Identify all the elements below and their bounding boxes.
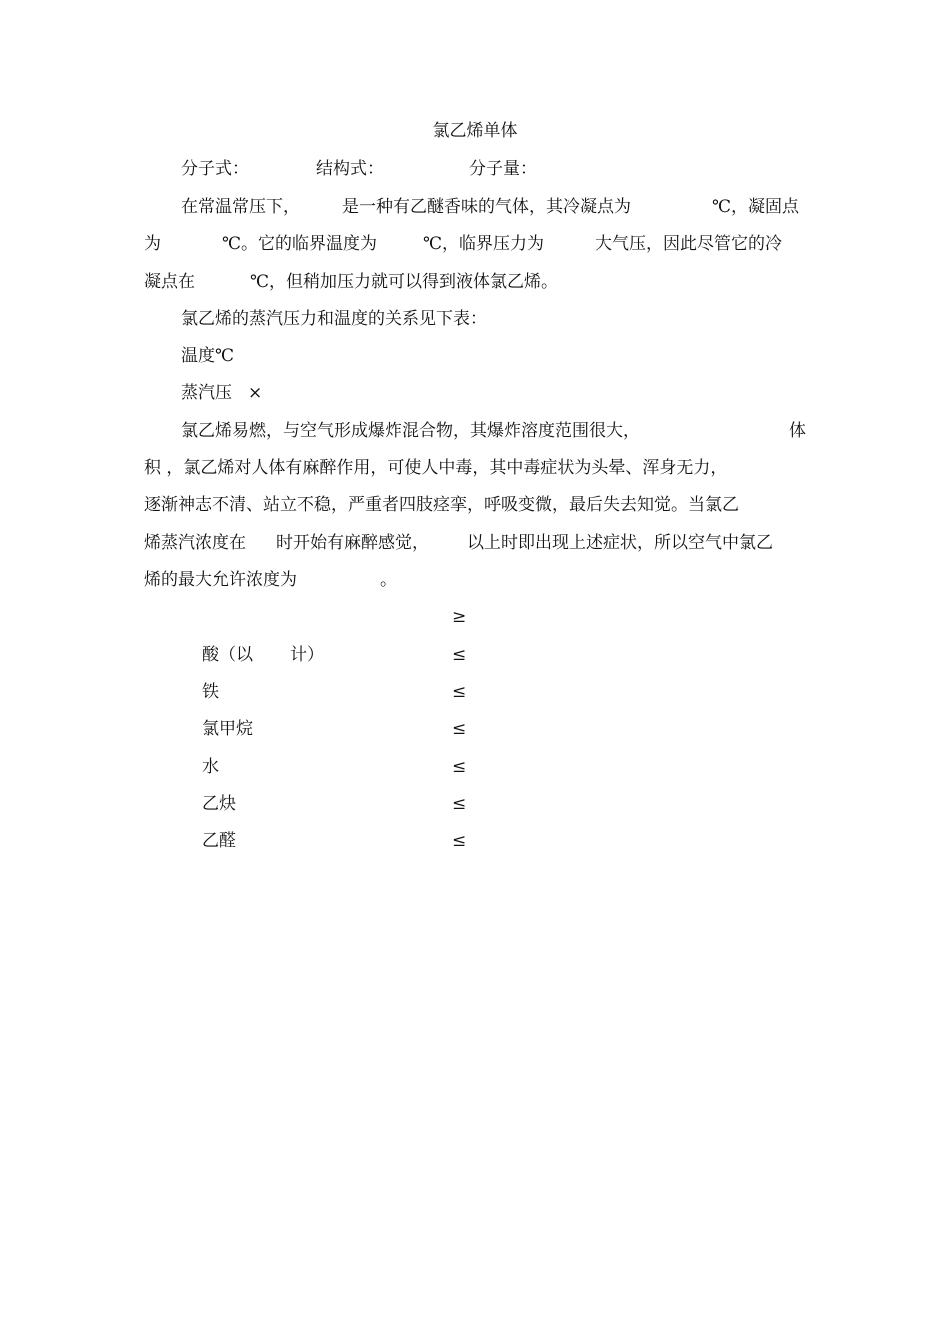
paragraph1-line2-b: ℃。它的临界温度为 — [222, 234, 378, 254]
paragraph3-line5-a: 烯的最大允许浓度为 — [144, 570, 297, 590]
paragraph3-line1-b: 体 — [789, 421, 806, 441]
paragraph3-line1-a: 氯乙烯易燃，与空气形成爆炸混合物，其爆炸溶度范围很大， — [181, 421, 640, 441]
spec-header-symbol: ≥ — [452, 607, 467, 627]
molecular-formula-label: 分子式： — [181, 159, 249, 179]
structural-formula-label: 结构式： — [316, 159, 384, 179]
spec-row-water-symbol: ≤ — [452, 757, 467, 777]
paragraph3-line4-c: 以上时即出现上述症状，所以空气中氯乙 — [467, 533, 773, 553]
spec-row-acid-symbol: ≤ — [452, 645, 467, 665]
vapor-pressure-label: 蒸汽压 — [181, 383, 232, 403]
vapor-pressure-unit: × — [248, 383, 263, 403]
paragraph1-line2-c: ℃，临界压力为 — [423, 234, 545, 254]
paragraph1-line3-b: ℃，但稍加压力就可以得到液体氯乙烯。 — [250, 272, 559, 292]
paragraph3-line4-b: 时开始有麻醉感觉， — [276, 533, 429, 553]
paragraph1-line1-a: 在常温常压下， — [181, 197, 300, 217]
spec-row-acetaldehyde-symbol: ≤ — [452, 831, 467, 851]
paragraph1-line1-b: 是一种有乙醚香味的气体，其冷凝点为 — [342, 197, 631, 217]
spec-row-iron-symbol: ≤ — [452, 682, 467, 702]
spec-row-acid-suffix: 计） — [290, 645, 324, 665]
spec-row-iron-name: 铁 — [202, 682, 219, 702]
paragraph1-line2-a: 为 — [144, 234, 161, 254]
paragraph2: 氯乙烯的蒸汽压力和温度的关系见下表： — [181, 309, 487, 329]
paragraph1-line2-d: 大气压，因此尽管它的冷 — [595, 234, 782, 254]
paragraph3-line2: 积 ，氯乙烯对人体有麻醉作用，可使人中毒，其中毒症状为头晕、浑身无力， — [144, 458, 728, 478]
vapor-temperature-label: 温度℃ — [181, 346, 235, 366]
paragraph1-line3-a: 凝点在 — [144, 272, 195, 292]
paragraph3-line3: 逐渐神志不清、站立不稳，严重者四肢痉挛，呼吸变微，最后失去知觉。当氯乙 — [144, 495, 739, 515]
paragraph3-line5-b: 。 — [380, 570, 397, 590]
molecular-weight-label: 分子量： — [469, 159, 537, 179]
spec-row-chloromethane-name: 氯甲烷 — [202, 719, 253, 739]
spec-row-acetylene-name: 乙炔 — [202, 794, 236, 814]
paragraph1-line1-c: ℃，凝固点 — [712, 197, 800, 217]
spec-row-water-name: 水 — [202, 757, 219, 777]
spec-row-acetylene-symbol: ≤ — [452, 794, 467, 814]
spec-row-acetaldehyde-name: 乙醛 — [202, 831, 236, 851]
paragraph3-line4-a: 烯蒸汽浓度在 — [144, 533, 246, 553]
spec-row-chloromethane-symbol: ≤ — [452, 719, 467, 739]
page-title: 氯乙烯单体 — [432, 121, 518, 141]
spec-row-acid-name: 酸（以 — [202, 645, 253, 665]
